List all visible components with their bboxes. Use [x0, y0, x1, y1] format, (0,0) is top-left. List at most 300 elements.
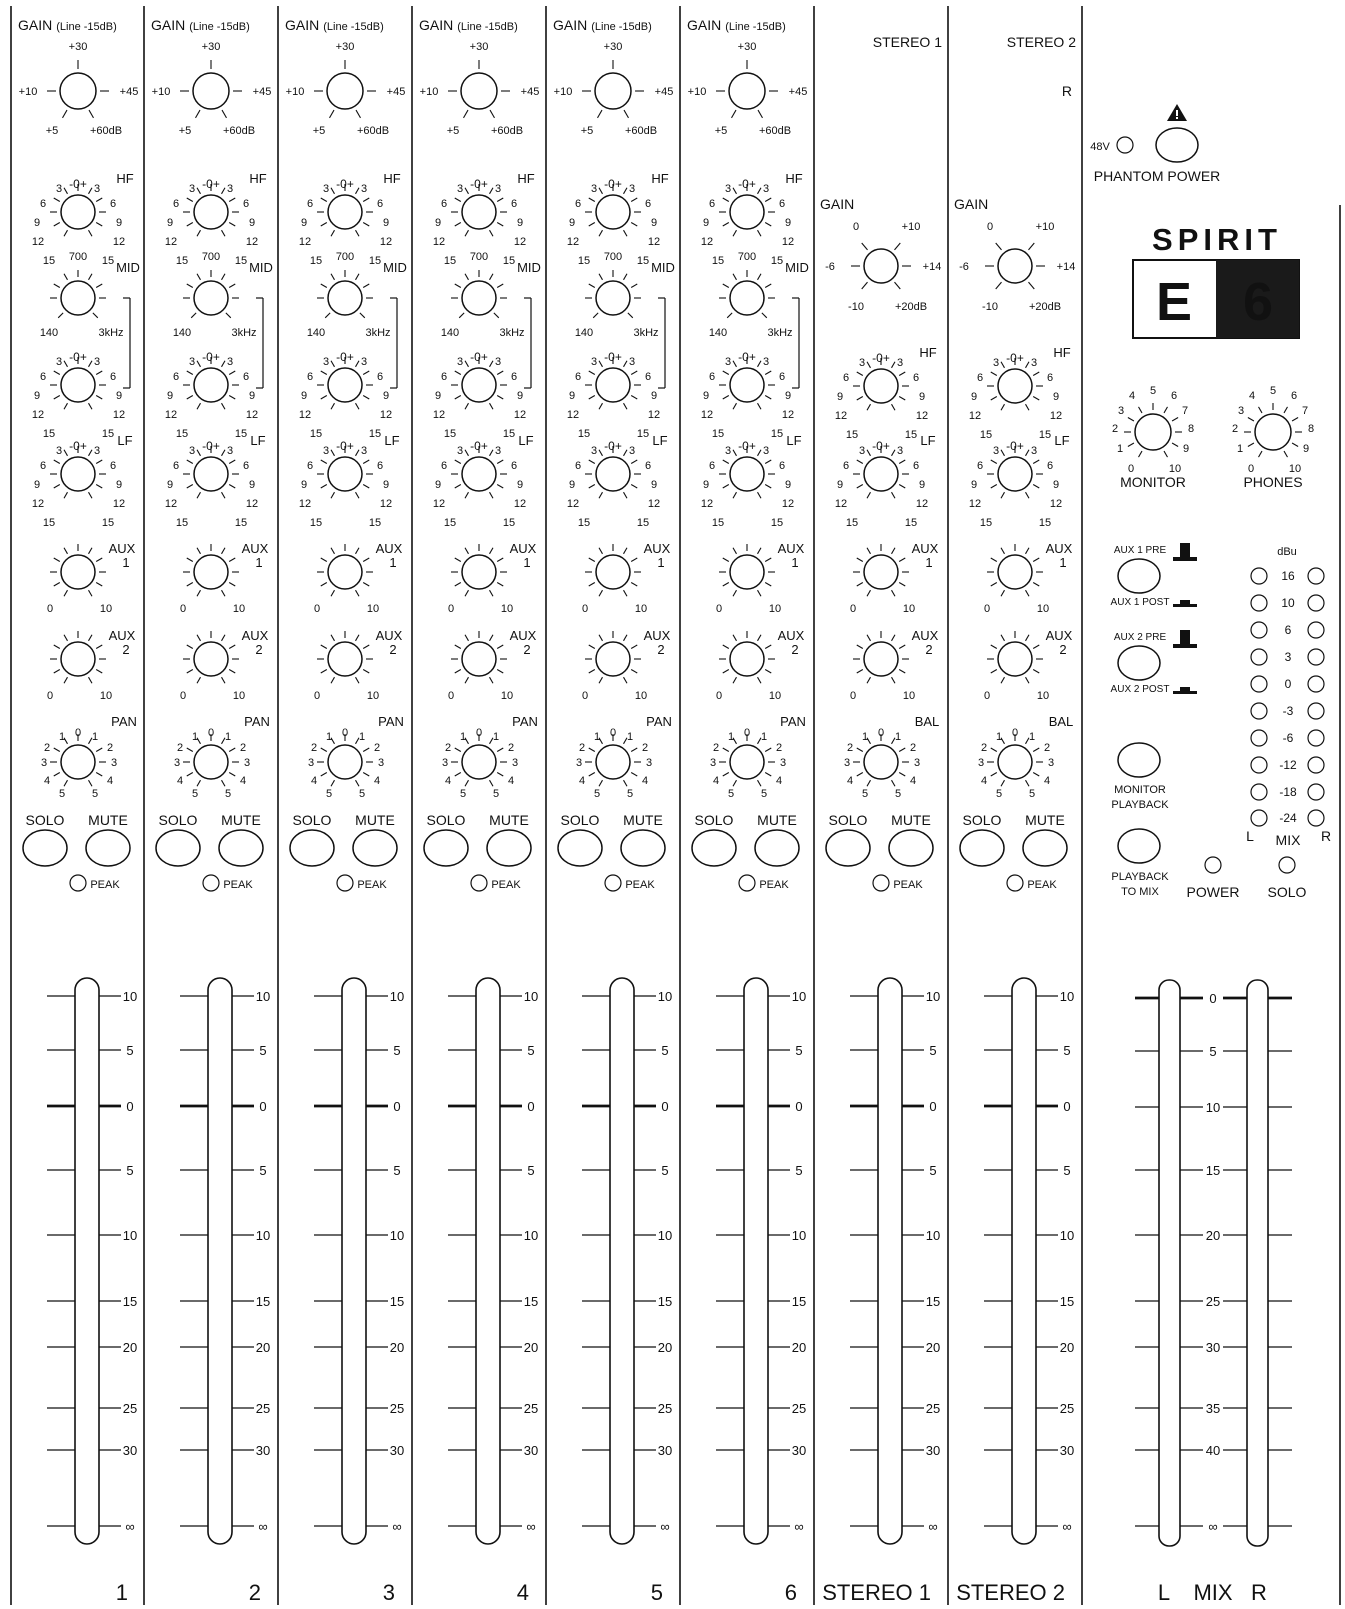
master-fader-scale-label: 25 [1205, 1294, 1221, 1309]
meter-left-label: L [1246, 828, 1254, 844]
label: 3 [188, 356, 196, 368]
label: 15 [502, 517, 516, 529]
label: 6 [778, 371, 786, 383]
label: 1 [224, 731, 232, 743]
power-led [1205, 857, 1221, 873]
label: 1 [626, 731, 634, 743]
label: 12 [379, 409, 393, 421]
eq-center-label: -0+ [872, 439, 890, 453]
fader-scale-label: ∞ [794, 1519, 804, 1534]
eq-knob[interactable] [462, 368, 496, 402]
gain-title: GAIN (Line -15dB) [687, 17, 786, 33]
label: 3kHz [633, 327, 659, 339]
label: 4 [641, 775, 649, 787]
mid-freq-knob[interactable] [194, 281, 228, 315]
label: 9 [300, 479, 308, 491]
fader-scale-label: 30 [791, 1443, 807, 1458]
channel-number: 6 [784, 1580, 797, 1605]
label: 6 [376, 198, 384, 210]
label: 1 [325, 731, 333, 743]
pan-knob[interactable] [194, 745, 228, 779]
peak-led [1007, 875, 1023, 891]
label: 6 [842, 460, 850, 472]
meter-led-left [1251, 595, 1267, 611]
label: 3 [724, 356, 732, 368]
playback-to-mix-button[interactable] [1118, 829, 1160, 863]
label: 15 [309, 255, 323, 267]
channel-fader[interactable] [878, 978, 902, 1544]
aux2-pre-post-button[interactable] [1118, 646, 1160, 680]
aux-knob[interactable] [596, 555, 630, 589]
aux1-pre-label: AUX 1 PRE [1113, 545, 1167, 556]
master-fader-scale-label: 0 [1209, 991, 1217, 1006]
label: +10 [687, 86, 707, 98]
label: 10 [366, 603, 380, 615]
eq-center-label: -0+ [202, 439, 220, 453]
aux-knob[interactable] [462, 642, 496, 676]
fader-scale-label: 0 [527, 1099, 535, 1114]
fader-scale-label: 30 [657, 1443, 673, 1458]
aux-knob[interactable] [596, 642, 630, 676]
solo-button[interactable] [692, 830, 736, 866]
fader-scale-label: ∞ [125, 1519, 135, 1534]
label: -10 [982, 301, 998, 313]
mid-freq-knob[interactable] [730, 281, 764, 315]
phantom-power-button[interactable] [1156, 128, 1198, 162]
monitor-playback-button[interactable] [1118, 743, 1160, 777]
mute-button[interactable] [755, 830, 799, 866]
eq-knob[interactable] [194, 368, 228, 402]
aux-knob[interactable] [328, 642, 362, 676]
label: 15 [443, 428, 457, 440]
label: 0 [179, 690, 187, 702]
solo-button[interactable] [826, 830, 870, 866]
aux-knob[interactable] [61, 555, 95, 589]
eq-knob[interactable] [61, 368, 95, 402]
peak-led [739, 875, 755, 891]
label: 3 [243, 757, 251, 769]
meter-led-right [1308, 784, 1324, 800]
channel-fader[interactable] [208, 978, 232, 1544]
label: 1 [894, 731, 902, 743]
meter-led-left [1251, 649, 1267, 665]
logo-number: 6 [1242, 272, 1274, 332]
eq-band-label: LF [518, 433, 534, 448]
eq-knob[interactable] [730, 457, 764, 491]
peak-led [337, 875, 353, 891]
label: 9 [382, 217, 390, 229]
aux1-pre-post-button[interactable] [1118, 559, 1160, 593]
label: 12 [164, 409, 178, 421]
label: 6 [574, 198, 582, 210]
pan-knob[interactable] [462, 745, 496, 779]
label: +60dB [490, 125, 524, 137]
label: 12 [245, 498, 259, 510]
fader-scale-label: 25 [791, 1401, 807, 1416]
aux-knob[interactable] [998, 555, 1032, 589]
eq-center-label: -0+ [202, 177, 220, 191]
solo-button[interactable] [424, 830, 468, 866]
label: 0 [609, 727, 617, 739]
label: 9 [434, 390, 442, 402]
fader-scale-label: 15 [122, 1294, 138, 1309]
label: 6 [242, 371, 250, 383]
label: 9 [115, 217, 123, 229]
label: 5 [1149, 385, 1157, 397]
meter-scale-label: 6 [1284, 623, 1292, 637]
pan-knob[interactable] [596, 745, 630, 779]
label: -6 [959, 261, 969, 273]
master-fader-scale-label: 15 [1205, 1163, 1221, 1178]
label: 3 [110, 757, 118, 769]
mute-label: MUTE [623, 812, 663, 828]
label: 12 [245, 236, 259, 248]
fader-scale-label: 5 [661, 1163, 669, 1178]
eq-knob[interactable] [194, 195, 228, 229]
solo-button[interactable] [558, 830, 602, 866]
channel-fader[interactable] [610, 978, 634, 1544]
peak-led [203, 875, 219, 891]
label: 10 [1036, 603, 1050, 615]
gain-knob[interactable] [864, 249, 898, 283]
aux-knob[interactable] [730, 555, 764, 589]
label: 15 [175, 255, 189, 267]
mute-button[interactable] [353, 830, 397, 866]
stereo-strip-1 [820, 34, 942, 1605]
mute-button[interactable] [1023, 830, 1067, 866]
label: 12 [298, 409, 312, 421]
mute-button[interactable] [621, 830, 665, 866]
eq-center-label: -0+ [604, 177, 622, 191]
aux-knob[interactable] [194, 642, 228, 676]
label: 3 [575, 757, 583, 769]
label: 0 [447, 690, 455, 702]
label: 1 [58, 731, 66, 743]
peak-label: PEAK [357, 879, 387, 891]
label: 9 [248, 390, 256, 402]
meter-led-left [1251, 703, 1267, 719]
aux-knob[interactable] [61, 642, 95, 676]
eq-knob[interactable] [328, 368, 362, 402]
fader-scale-label: 20 [389, 1340, 405, 1355]
label: 4 [775, 775, 783, 787]
eq-knob[interactable] [61, 195, 95, 229]
label: 2 [43, 742, 51, 754]
gain-knob[interactable] [60, 73, 96, 109]
label: 15 [443, 517, 457, 529]
label: +14 [922, 261, 942, 273]
aux-number: 1 [523, 555, 531, 570]
label: +45 [386, 86, 406, 98]
label: 5 [593, 788, 601, 800]
master-fader-scale-label: 10 [1205, 1100, 1221, 1115]
channel-fader[interactable] [342, 978, 366, 1544]
solo-button[interactable] [156, 830, 200, 866]
label: 140 [440, 327, 460, 339]
pan-knob[interactable] [61, 745, 95, 779]
aux-knob[interactable] [864, 642, 898, 676]
solo-label: SOLO [158, 812, 198, 828]
pan-knob[interactable] [998, 745, 1032, 779]
label: 6 [376, 460, 384, 472]
gain-knob[interactable] [327, 73, 363, 109]
eq-knob[interactable] [462, 195, 496, 229]
mute-button[interactable] [86, 830, 130, 866]
aux-knob[interactable] [462, 555, 496, 589]
label: 2 [239, 742, 247, 754]
fader-scale-label: ∞ [928, 1519, 938, 1534]
eq-knob[interactable] [596, 457, 630, 491]
gain-knob[interactable] [595, 73, 631, 109]
fader-scale-label: 25 [389, 1401, 405, 1416]
channel-fader[interactable] [1012, 978, 1036, 1544]
master-section [1090, 104, 1331, 1605]
peak-led [471, 875, 487, 891]
fader-scale-label: ∞ [392, 1519, 402, 1534]
label: 9 [382, 479, 390, 491]
label: 9 [1182, 443, 1190, 455]
label: 9 [918, 391, 926, 403]
label: +45 [252, 86, 272, 98]
label: 3 [360, 183, 368, 195]
label: 6 [510, 371, 518, 383]
eq-knob[interactable] [998, 369, 1032, 403]
aux-knob[interactable] [194, 555, 228, 589]
label: +45 [119, 86, 139, 98]
eq-band-label: LF [384, 433, 400, 448]
label: 140 [39, 327, 59, 339]
label: 15 [845, 517, 859, 529]
pan-label: PAN [512, 714, 538, 729]
mid-freq-knob[interactable] [61, 281, 95, 315]
label: 3 [858, 445, 866, 457]
gain-title: GAIN (Line -15dB) [419, 17, 518, 33]
master-fader-left[interactable] [1159, 980, 1180, 1546]
aux-knob[interactable] [328, 555, 362, 589]
label: 15 [577, 517, 591, 529]
label: 12 [112, 409, 126, 421]
label: 9 [248, 479, 256, 491]
mid-label: MID [517, 260, 541, 275]
label: 15 [309, 428, 323, 440]
fader-scale-label: 5 [1063, 1043, 1071, 1058]
pan-knob[interactable] [328, 745, 362, 779]
channel-number: 5 [650, 1580, 663, 1605]
label: 15 [175, 517, 189, 529]
master-fader-scale-label: ∞ [1208, 1519, 1218, 1534]
stereo-strip-2 [954, 34, 1076, 1605]
fader-scale-label: 20 [255, 1340, 271, 1355]
eq-center-label: -0+ [336, 177, 354, 191]
label: 6 [306, 371, 314, 383]
fader-scale-label: 15 [925, 1294, 941, 1309]
eq-knob[interactable] [61, 457, 95, 491]
aux-knob[interactable] [864, 555, 898, 589]
fader-scale-label: 10 [925, 989, 941, 1004]
label: 4 [507, 775, 515, 787]
fader-scale-label: 5 [259, 1043, 267, 1058]
label: 700 [201, 251, 221, 263]
label: 3 [188, 183, 196, 195]
label: 6 [644, 460, 652, 472]
gain-title: GAIN [820, 196, 855, 212]
label: 15 [502, 428, 516, 440]
gain-title: GAIN [954, 196, 989, 212]
label: 9 [836, 391, 844, 403]
fader-scale-label: 15 [523, 1294, 539, 1309]
label: +10 [151, 86, 171, 98]
master-fader-right[interactable] [1247, 980, 1268, 1546]
gain-knob[interactable] [729, 73, 765, 109]
mono-strip-5 [553, 17, 675, 1605]
label: 0 [986, 221, 994, 233]
label: +45 [654, 86, 674, 98]
mid-freq-knob[interactable] [462, 281, 496, 315]
label: 3 [590, 356, 598, 368]
mute-label: MUTE [88, 812, 128, 828]
label: 3 [173, 757, 181, 769]
gain-knob[interactable] [193, 73, 229, 109]
fader-scale-label: 0 [795, 1099, 803, 1114]
peak-label: PEAK [491, 879, 521, 891]
label: 700 [469, 251, 489, 263]
eq-knob[interactable] [864, 369, 898, 403]
aux-label: AUX [241, 541, 269, 556]
label: +20dB [894, 301, 928, 313]
label: 9 [918, 479, 926, 491]
label: 0 [46, 690, 54, 702]
label: 0 [1247, 463, 1255, 475]
label: 12 [1049, 410, 1063, 422]
fader-scale-label: 30 [523, 1443, 539, 1458]
eq-knob[interactable] [998, 457, 1032, 491]
label: 700 [603, 251, 623, 263]
label: 6 [172, 460, 180, 472]
label: 3 [511, 757, 519, 769]
master-mix-label: MIX [1193, 1580, 1233, 1605]
channel-fader[interactable] [476, 978, 500, 1544]
logo-letter: E [1155, 272, 1193, 332]
label: 2 [641, 742, 649, 754]
label: 12 [566, 236, 580, 248]
fader-scale-label: ∞ [1062, 1519, 1072, 1534]
label: 12 [968, 410, 982, 422]
eq-center-label: -0+ [69, 177, 87, 191]
fader-scale-label: 25 [255, 1401, 271, 1416]
label: 12 [164, 498, 178, 510]
monitor-knob[interactable] [1135, 414, 1171, 450]
label: 3 [843, 757, 851, 769]
pan-knob[interactable] [730, 745, 764, 779]
label: 12 [647, 236, 661, 248]
label: 15 [368, 517, 382, 529]
label: 3 [1117, 405, 1125, 417]
label: 6 [1170, 390, 1178, 402]
solo-button[interactable] [960, 830, 1004, 866]
solo-button[interactable] [290, 830, 334, 866]
fader-scale-label: 30 [925, 1443, 941, 1458]
label: 5 [861, 788, 869, 800]
fader-scale-label: 10 [925, 1228, 941, 1243]
mute-button[interactable] [889, 830, 933, 866]
label: 6 [912, 460, 920, 472]
phantom-led [1117, 137, 1133, 153]
gain-knob[interactable] [461, 73, 497, 109]
eq-center-label: -0+ [872, 351, 890, 365]
gain-knob[interactable] [998, 249, 1032, 283]
mute-button[interactable] [219, 830, 263, 866]
label: 0 [447, 603, 455, 615]
label: 4 [43, 775, 51, 787]
label: 9 [836, 479, 844, 491]
mid-freq-knob[interactable] [596, 281, 630, 315]
monitor-playback-label: MONITOR [1114, 784, 1166, 796]
eq-knob[interactable] [596, 195, 630, 229]
eq-knob[interactable] [194, 457, 228, 491]
aux-label: AUX [777, 628, 805, 643]
label: 1 [459, 731, 467, 743]
label: 2 [1111, 423, 1119, 435]
aux-label: AUX [777, 541, 805, 556]
meter-led-right [1308, 622, 1324, 638]
eq-band-label: LF [786, 433, 802, 448]
eq-knob[interactable] [328, 195, 362, 229]
eq-knob[interactable] [328, 457, 362, 491]
mid-label: MID [651, 260, 675, 275]
channel-fader[interactable] [75, 978, 99, 1544]
mid-freq-knob[interactable] [328, 281, 362, 315]
eq-knob[interactable] [864, 457, 898, 491]
solo-label: SOLO [962, 812, 1002, 828]
label: 6 [976, 372, 984, 384]
channel-fader[interactable] [744, 978, 768, 1544]
label: 6 [976, 460, 984, 472]
pan-label: PAN [244, 714, 270, 729]
solo-led [1279, 857, 1295, 873]
label: 6 [778, 460, 786, 472]
master-fader-scale-label: 30 [1205, 1340, 1221, 1355]
label: 15 [979, 429, 993, 441]
eq-knob[interactable] [462, 457, 496, 491]
label: 12 [245, 409, 259, 421]
phones-knob[interactable] [1255, 414, 1291, 450]
eq-knob[interactable] [596, 368, 630, 402]
fader-scale-label: 5 [661, 1043, 669, 1058]
label: 3 [226, 445, 234, 457]
label: +10 [419, 86, 439, 98]
solo-button[interactable] [23, 830, 67, 866]
label: 6 [708, 198, 716, 210]
label: 15 [1038, 517, 1052, 529]
label: 15 [42, 517, 56, 529]
label: 12 [647, 409, 661, 421]
aux-knob[interactable] [998, 642, 1032, 676]
fader-scale-label: 5 [393, 1043, 401, 1058]
label: 6 [306, 460, 314, 472]
fader-scale-label: 30 [122, 1443, 138, 1458]
mute-button[interactable] [487, 830, 531, 866]
aux-knob[interactable] [730, 642, 764, 676]
label: 9 [33, 390, 41, 402]
label: 12 [700, 236, 714, 248]
fader-scale-label: 10 [523, 1228, 539, 1243]
eq-knob[interactable] [730, 195, 764, 229]
pan-knob[interactable] [864, 745, 898, 779]
label: 10 [500, 603, 514, 615]
label: 2 [775, 742, 783, 754]
label: 9 [248, 217, 256, 229]
eq-knob[interactable] [730, 368, 764, 402]
